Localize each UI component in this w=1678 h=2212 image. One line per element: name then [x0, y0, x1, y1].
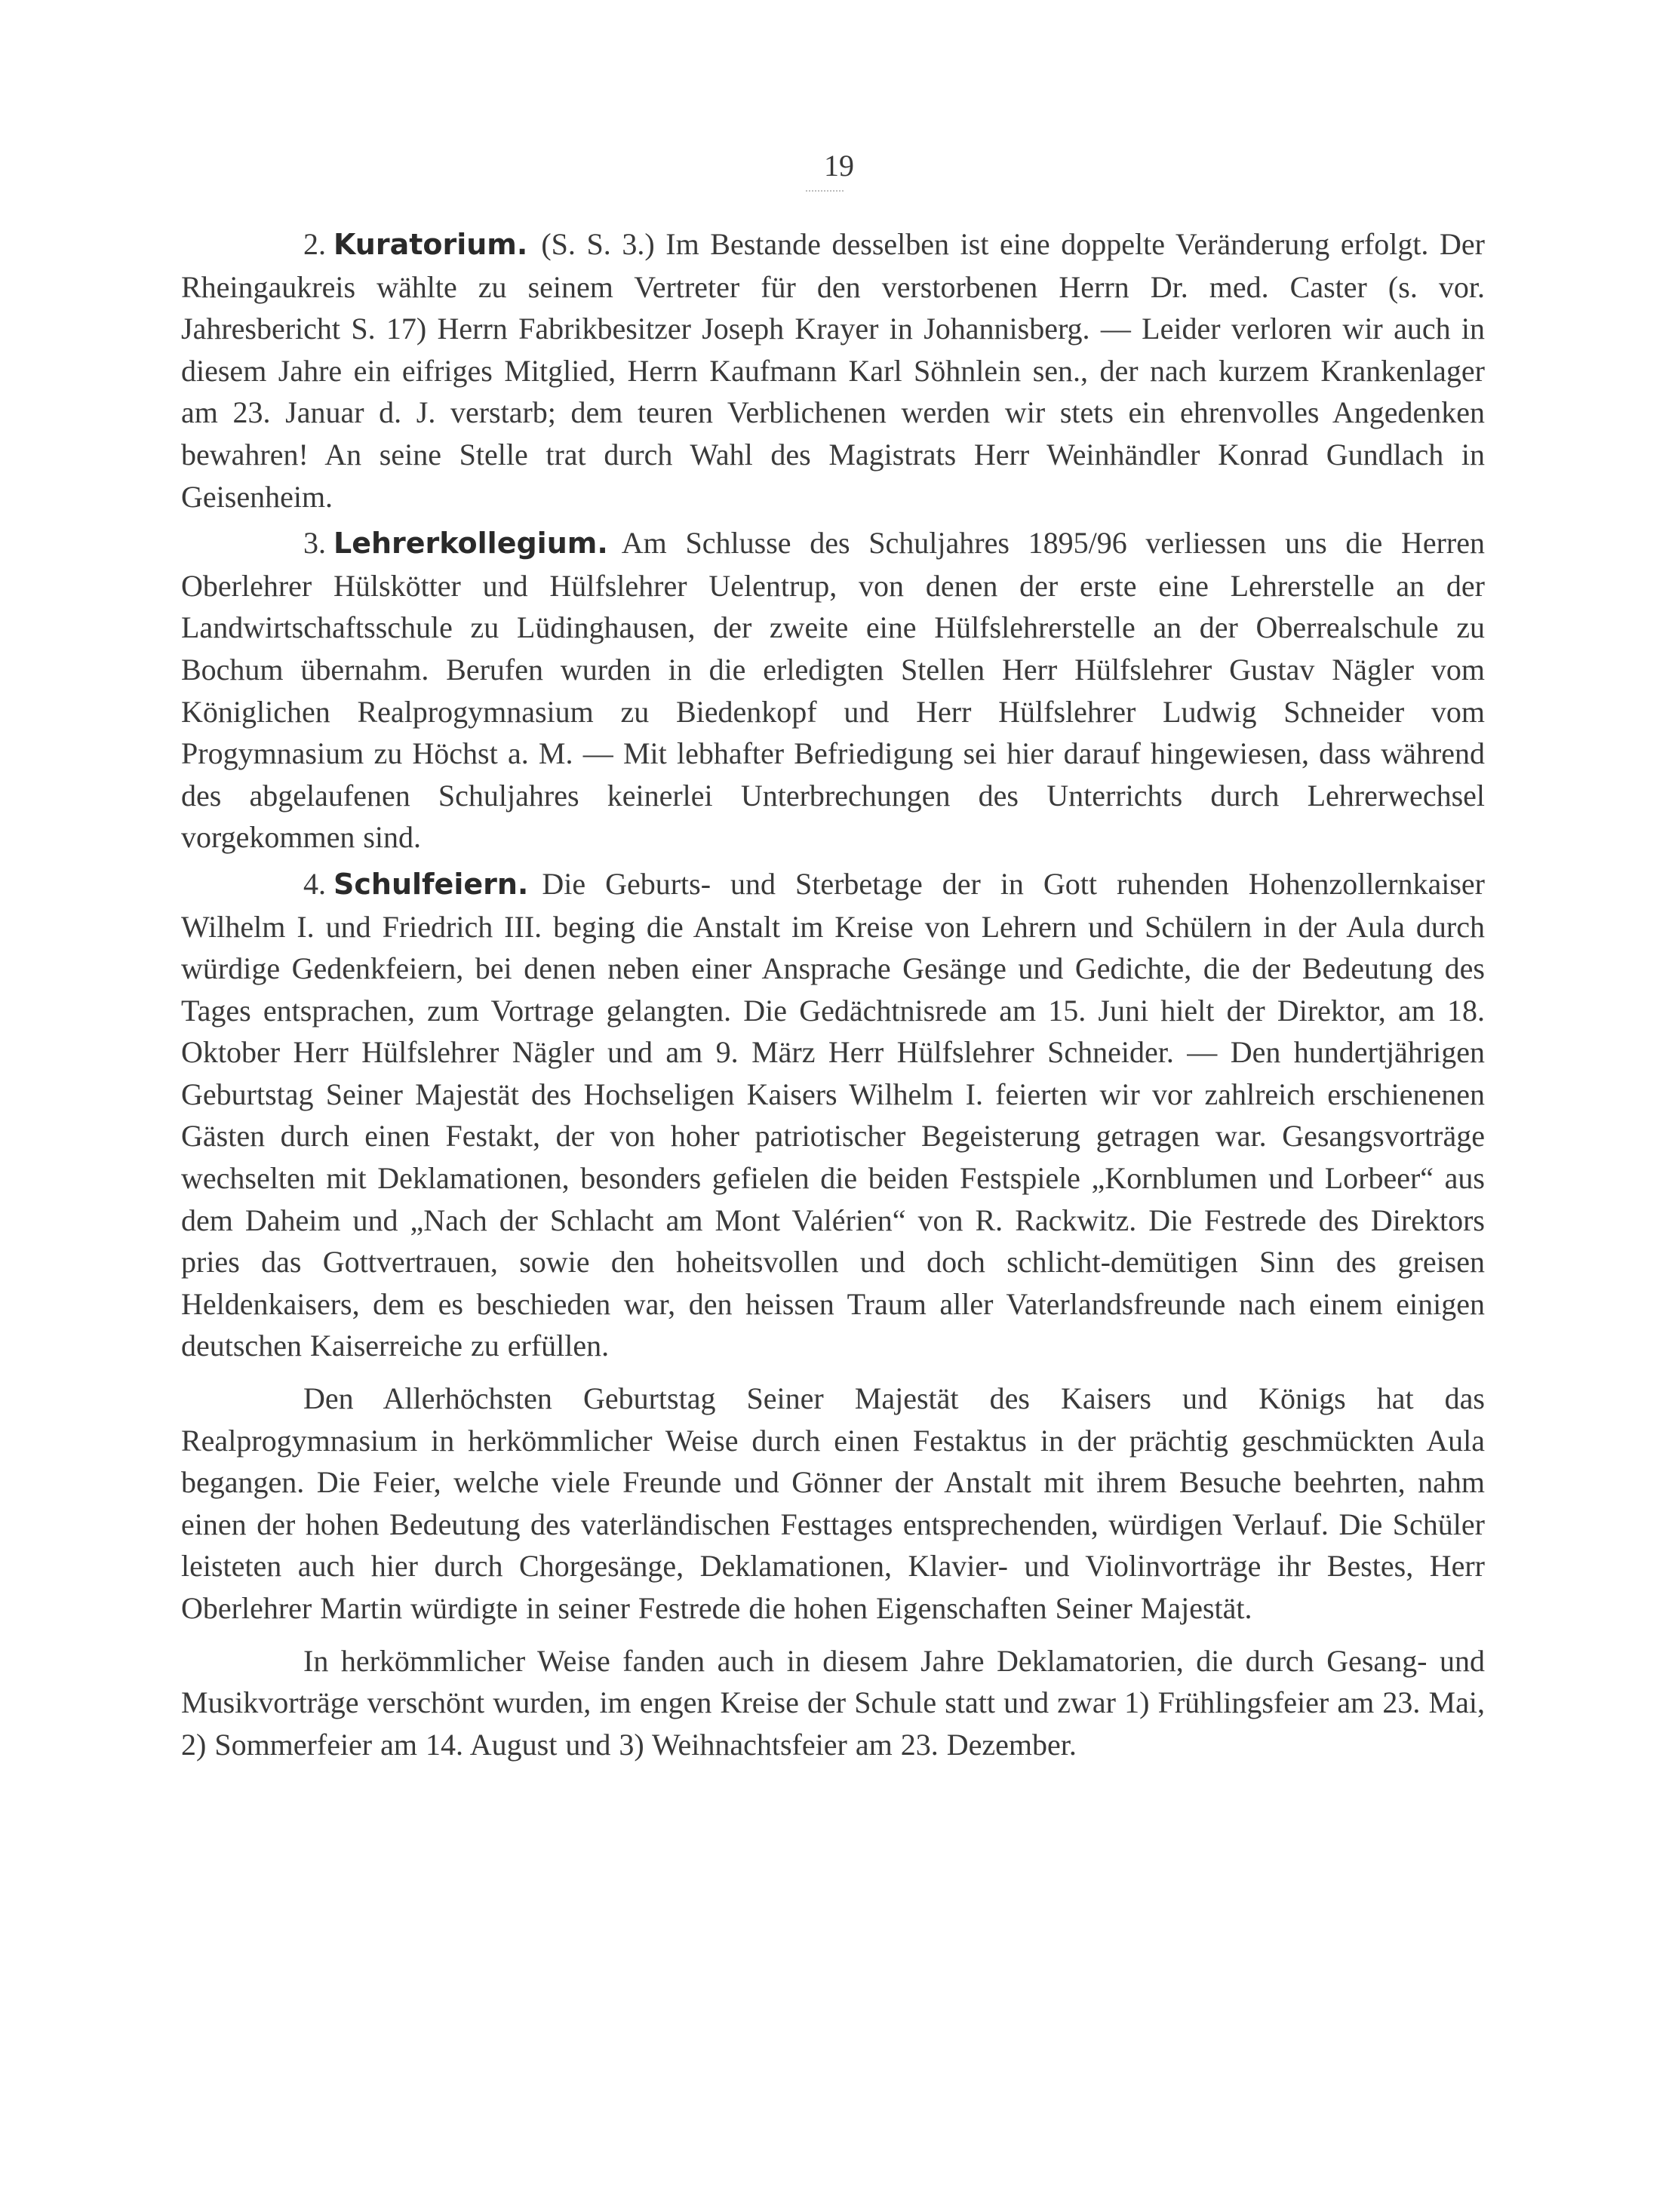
section-number: 4.	[303, 866, 326, 901]
section-text: Am Schlusse des Schuljahres 1895/96 verliessen uns die Herren Oberlehrer Hülskötter und Hülfslehrer Uelentrup, von denen der erste eine Lehrerstelle an der Landwirtschaftsschule zu Lüdinghausen, der zweite eine Hülfslehrerstelle an der Oberrealschule zu Bochum übernahm. Berufen wurden in die erledigten Stellen Herr Hülfslehrer Gustav Nägler vom Königlichen Realprogymnasium zu Biedenkopf und Herr Hülfslehrer Ludwig Schneider vom Progymnasium zu Höchst a. M. — Mit lebhafter Befriedigung sei hier darauf hingewiesen, dass während des abgelaufenen Schuljahres keinerlei Unterbrechungen des Unterrichts durch Lehrerwechsel vorgekommen sind.	[181, 526, 1485, 855]
paragraph-kaisers-geburtstag: Den Allerhöchsten Geburtstag Seiner Majestät des Kaisers und Königs hat das Realprogymnasium in herkömmlicher Weise durch einen Festaktus in der prächtig geschmückten Aula begangen. Die Feier, welche viele Freunde und Gönner der Anstalt mit ihrem Besuche beehrten, nahm einen der hohen Bedeutung des vaterländischen Festtages entsprechenden, würdigen Verlauf. Die Schüler leisteten auch hier durch Chorgesänge, Deklamationen, Klavier- und Violinvorträge ihr Bestes, Herr Oberlehrer Martin würdigte in seiner Festrede die hohen Eigenschaften Seiner Majestät.	[181, 1381, 1485, 1625]
section-schulfeiern	[181, 863, 1485, 1367]
section-lehrerkollegium	[181, 522, 1485, 859]
section-text: (S. S. 3.) Im Bestande desselben ist eine doppelte Veränderung erfolgt. Der Rheingaukreis wählte zu seinem Vertreter für den verstorbenen Herrn Dr. med. Caster (s. vor. Jahresbericht S. 17) Herrn Fabrikbesitzer Joseph Krayer in Johannisberg. — Leider verloren wir auch in diesem Jahre ein eifriges Mitglied, Herrn Kaufmann Karl Söhnlein sen., der nach kurzem Krankenlager am 23. Januar d. J. verstarb; dem teuren Verblichenen werden wir stets ein ehrenvolles Angedenken bewahren! An seine Stelle trat durch Wahl des Magistrats Herr Weinhändler Konrad Gundlach in Geisenheim.	[181, 227, 1485, 514]
section-number: 2.	[303, 227, 326, 261]
page-number: 19	[824, 149, 854, 183]
paragraph-deklamatorien: In herkömmlicher Weise fanden auch in diesem Jahre Deklamatorien, die durch Gesang- und Musikvorträge verschönt wurden, im engen Kreise der Schule statt und zwar 1) Frühlingsfeier am 23. Mai, 2) Sommerfeier am 14. August und 3) Weihnachtsfeier am 23. Dezember.	[181, 1643, 1485, 1762]
section-number: 3.	[303, 526, 326, 561]
section-text: Die Geburts- und Sterbetage der in Gott ruhenden Hohenzollernkaiser Wilhelm I. und Friedrich III. beging die Anstalt im Kreise von Lehrern und Schülern in der Aula durch würdige Gedenkfeiern, bei denen neben einer Ansprache Gesänge und Gedichte, die der Bedeutung des Tages entsprachen, zum Vortrage gelangten. Die Gedächtnisrede am 15. Juni hielt der Direktor, am 18. Oktober Herr Hülfslehrer Nägler und am 9. März Herr Hülfslehrer Schneider. — Den hundertjährigen Geburtstag Seiner Majestät des Hochseligen Kaisers Wilhelm I. feierten wir vor zahlreich erschienenen Gästen durch einen Festakt, der von hoher patriotischer Begeisterung getragen war. Gesangsvorträge wechselten mit Deklamationen, besonders gefielen die beiden Festspiele „Kornblumen und Lorbeer“ aus dem Daheim und „Nach der Schlacht am Mont Valérien“ von R. Rackwitz. Die Festrede des Direktors pries das Gottvertrauen, sowie den hoheitsvollen und doch schlicht-demütigen Sinn des greisen Heldenkaisers, dem es beschieden war, den heissen Traum aller Vaterlandsfreunde nach einem einigen deutschen Kaiserreiche zu erfüllen.	[181, 866, 1485, 1363]
section-heading: Lehrerkollegium.	[333, 527, 608, 561]
page-number-rule	[806, 190, 844, 192]
document-body	[181, 223, 1485, 1765]
section-heading: Schulfeiern.	[333, 867, 529, 901]
section-heading: Kuratorium.	[333, 228, 528, 261]
section-kuratorium	[181, 223, 1485, 518]
